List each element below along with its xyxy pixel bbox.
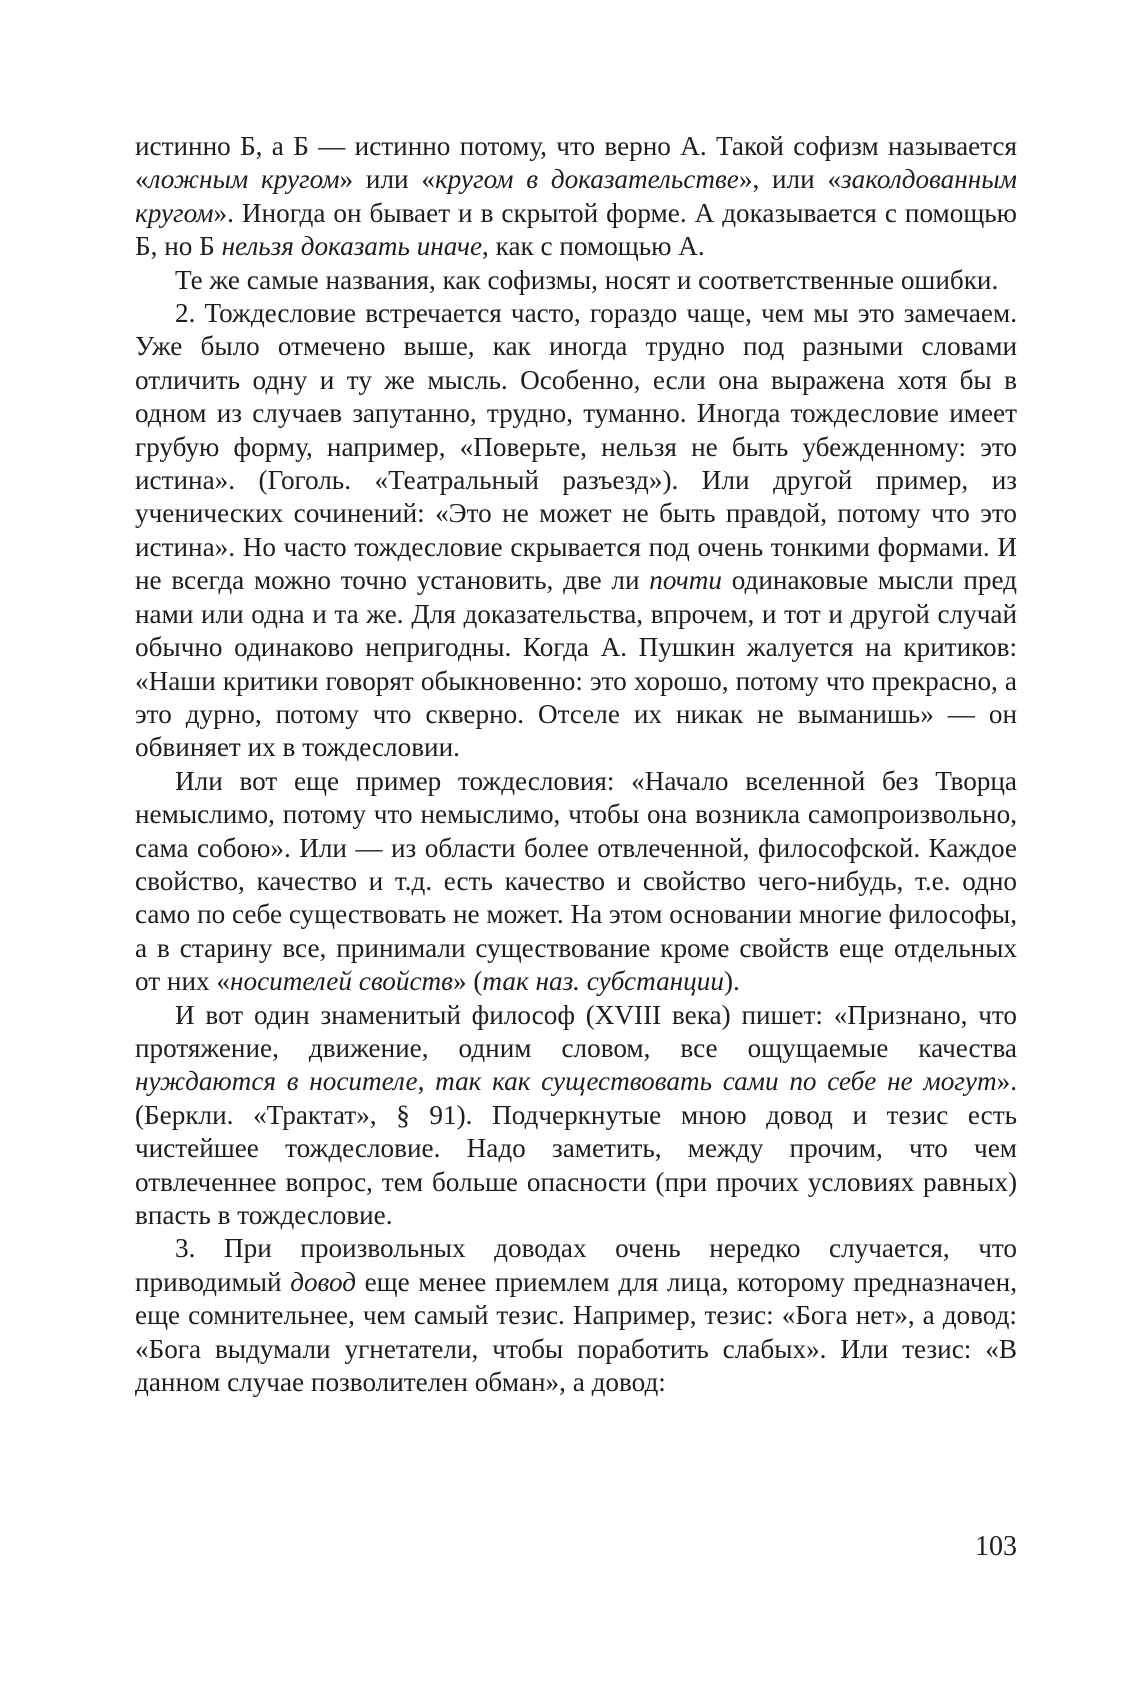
italic-text-run: заколдованным кругом	[135, 164, 1017, 228]
italic-text-run: почти	[649, 565, 722, 596]
italic-text-run: нуждаются в носителе, так как существовать сами по себе не могут	[135, 1066, 997, 1097]
page-body	[135, 130, 1017, 1399]
text-run: », или «	[738, 164, 842, 195]
page-number: 103	[975, 1531, 1017, 1562]
text-run: Или вот еще пример тождесловия: «Начало вселенной без Творца немыслимо, потому что немыслимо, чтобы она возникла самопроизвольно, сама собою». Или — из области более отвлеченной, философской. Каждое свойство, качество и т.д. есть качество и свойство чего-нибудь, т.е. одно само по себе существовать не может. На этом основании многие философы, а в старину все, принимали существование кроме свойств еще отдельных от них «	[135, 765, 1017, 997]
text-run: , как с помощью А.	[482, 231, 705, 262]
text-run: ).	[723, 966, 740, 997]
text-run: истинно Б, а Б — истинно потому, что верно А. Такой софизм называется «	[135, 131, 1017, 195]
text-run: И вот один знаменитый философ (XVIII века) пишет: «Признано, что протяжение, движение, одним словом, все ощущаемые качества	[135, 999, 1017, 1063]
italic-text-run: кругом в доказательстве	[434, 164, 739, 195]
paragraph-2	[135, 264, 1017, 297]
text-run: » или «	[339, 164, 435, 195]
italic-text-run: так наз. субстанции	[482, 966, 724, 997]
paragraph-3	[135, 297, 1017, 765]
text-run: » (	[452, 966, 483, 997]
paragraph-4	[135, 765, 1017, 999]
text-run: еще менее приемлем для лица, которому предназначен, еще сомнительнее, чем самый тезис. Например, тезис: «Бога нет», а довод: «Бога выдумали угнетатели, чтобы поработить слабых». Или тезис: «В данном случае позволителен обман», а довод:	[135, 1266, 1017, 1398]
italic-text-run: довод	[290, 1266, 356, 1297]
italic-text-run: ложным кругом	[148, 164, 340, 195]
text-run: 2. Тождесловие встречается часто, гораздо чаще, чем мы это замечаем. Уже было отмечено выше, как иногда трудно под разными словами отличить одну и ту же мысль. Особенно, если она выражена хотя бы в одном из случаев запутанно, трудно, туманно. Иногда тождесловие имеет грубую форму, например, «Поверьте, нельзя не быть убежденному: это истина». (Гоголь. «Театральный разъезд»). Или другой пример, из ученических сочинений: «Это не может не быть правдой, потому что это истина». Но часто тождесловие скрывается под очень тонкими формами. И не всегда можно точно установить, две ли	[135, 298, 1017, 596]
paragraph-5	[135, 999, 1017, 1233]
italic-text-run: носителей свойств	[230, 966, 453, 997]
paragraph-6	[135, 1232, 1017, 1399]
paragraph-1	[135, 130, 1017, 264]
italic-text-run: нельзя доказать иначе	[221, 231, 483, 262]
text-run: 3. При произвольных доводах очень нередко случается, что приводимый	[135, 1233, 1017, 1297]
text-run: одинаковые мысли пред нами или одна и та же. Для доказательства, впрочем, и тот и другой случай обычно одинаково непригодны. Когда А. Пушкин жалуется на критиков: «Наши критики говорят обыкновенно: это хорошо, потому что прекрасно, а это дурно, потому что скверно. Отселе их никак не выманишь» — он обвиняет их в тождесловии.	[135, 565, 1017, 763]
text-run: Те же самые названия, как софизмы, носят и соответственные ошибки.	[175, 264, 999, 295]
text-run: ». (Беркли. «Трактат», § 91). Подчеркнутые мною довод и тезис есть чистейшее тождесловие. Надо заметить, между прочим, что чем отвлеченнее вопрос, тем больше опасности (при прочих условиях равных) впасть в тождесловие.	[135, 1066, 1017, 1230]
text-run: ». Иногда он бывает и в скрытой форме. А доказывается с помощью Б, но Б	[135, 197, 1017, 262]
